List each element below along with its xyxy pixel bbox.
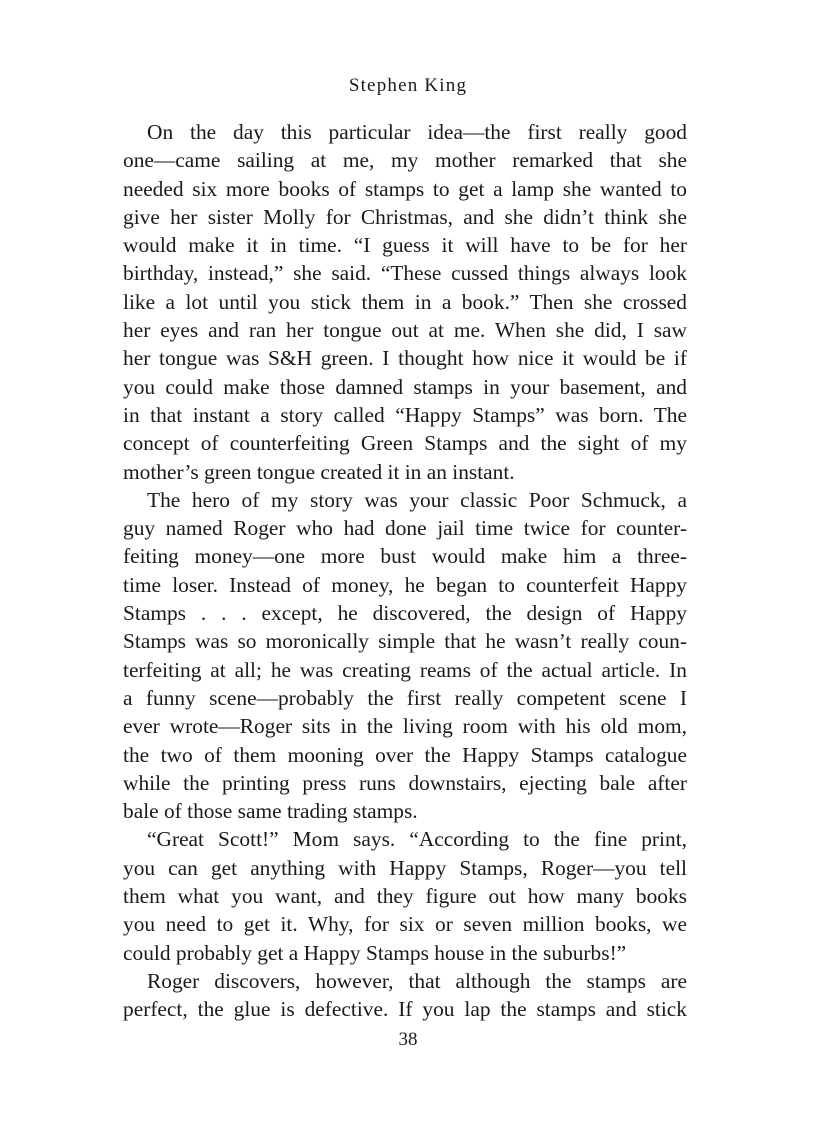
text-line: her tongue was S&H green. I thought how nice it would be if — [123, 346, 687, 371]
text-line: you can get anything with Happy Stamps, Roger—you tell — [123, 855, 687, 880]
text-line: The hero of my story was your classic Poor Schmuck, a — [147, 487, 687, 512]
body-text — [123, 118, 687, 1024]
text-line: Stamps was so moronically simple that he wasn’t really coun- — [123, 629, 687, 654]
text-line: you could make those damned stamps in your basement, and — [123, 374, 687, 399]
text-line: them what you want, and they figure out how many books — [123, 884, 687, 909]
text-line: the two of them mooning over the Happy Stamps catalogue — [123, 742, 687, 767]
text-line: like a lot until you stick them in a book.” Then she crossed — [123, 289, 687, 314]
text-line: you need to get it. Why, for six or seven million books, we — [123, 912, 687, 937]
text-line: ever wrote—Roger sits in the living room with his old mom, — [123, 714, 687, 739]
text-line: would make it in time. “I guess it will have to be for her — [123, 233, 687, 258]
text-line: could probably get a Happy Stamps house in the suburbs!” — [123, 940, 627, 965]
text-line: give her sister Molly for Christmas, and she didn’t think she — [123, 204, 687, 229]
text-line: Stamps . . . except, he discovered, the design of Happy — [123, 601, 687, 626]
text-line: perfect, the glue is defective. If you lap the stamps and stick — [123, 997, 687, 1022]
text-line: while the printing press runs downstairs, ejecting bale after — [123, 770, 687, 795]
text-line: bale of those same trading stamps. — [123, 799, 418, 824]
text-line: one—came sailing at me, my mother remarked that she — [123, 148, 687, 173]
text-line: in that instant a story called “Happy Stamps” was born. The — [123, 402, 687, 427]
running-head: Stephen King — [348, 75, 468, 96]
text-line: “Great Scott!” Mom says. “According to the fine print, — [147, 827, 687, 852]
text-line: mother’s green tongue created it in an instant. — [123, 459, 515, 484]
text-line: needed six more books of stamps to get a lamp she wanted to — [123, 176, 687, 201]
text-line: Roger discovers, however, that although the stamps are — [147, 968, 687, 993]
page-number: 38 — [398, 1029, 418, 1050]
text-line: concept of counterfeiting Green Stamps and the sight of my — [123, 431, 687, 456]
text-line: time loser. Instead of money, he began to counterfeit Happy — [123, 572, 687, 597]
text-line: guy named Roger who had done jail time twice for counter- — [123, 516, 687, 541]
text-line: her eyes and ran her tongue out at me. When she did, I saw — [123, 318, 687, 343]
text-line: terfeiting at all; he was creating reams of the actual article. In — [123, 657, 687, 682]
text-line: a funny scene—probably the first really competent scene I — [123, 685, 687, 710]
text-line: birthday, instead,” she said. “These cussed things always look — [123, 261, 687, 286]
text-line: feiting money—one more bust would make him a three- — [123, 544, 687, 569]
text-line: On the day this particular idea—the first really good — [147, 120, 687, 144]
